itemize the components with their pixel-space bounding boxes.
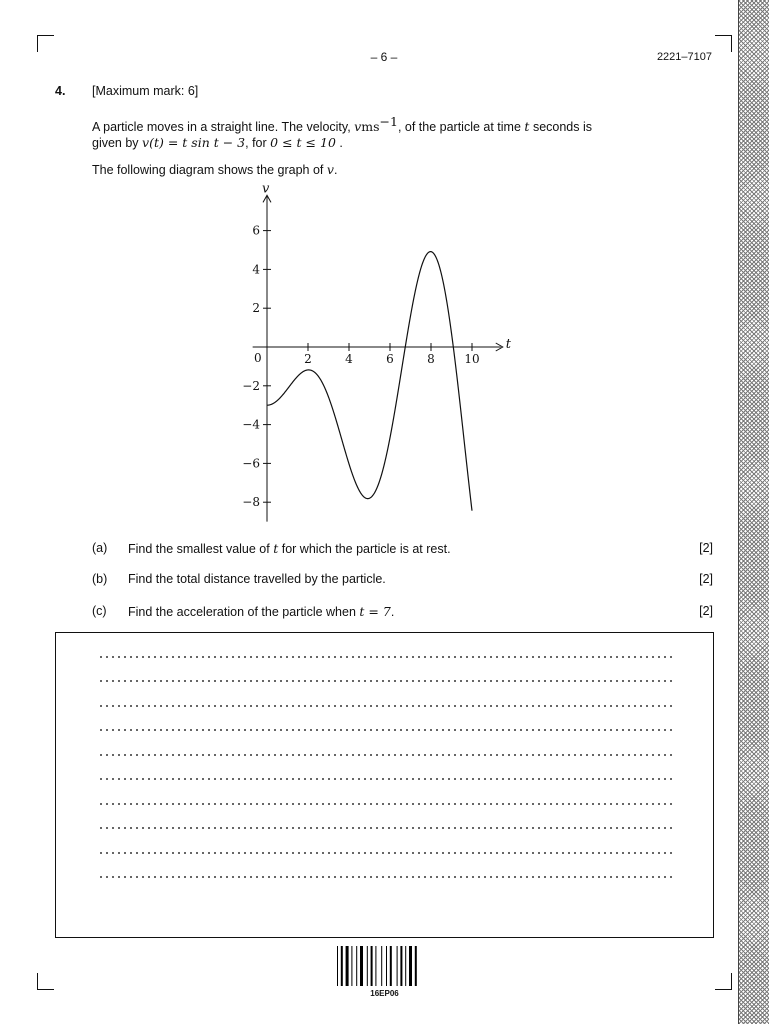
y-tick-label: 2 [252, 301, 260, 316]
paper-code: 2221–7107 [656, 51, 712, 63]
x-tick-label: 8 [427, 352, 435, 366]
part-a [92, 541, 713, 557]
barcode-bar [381, 946, 382, 986]
barcode-bar [375, 946, 376, 986]
diagram-intro [92, 162, 692, 178]
x-axis-label: t [505, 337, 511, 352]
answer-line[interactable] [98, 778, 676, 780]
barcode-bar [371, 946, 373, 986]
y-tick-label: 6 [252, 223, 260, 238]
part-b-label: (b) [92, 572, 108, 586]
maximum-mark: [Maximum mark: 6] [92, 84, 199, 98]
barcode-bar [397, 946, 398, 986]
part-b [92, 572, 713, 588]
y-tick-label: 4 [252, 262, 260, 277]
unit-exponent: −1 [379, 114, 398, 129]
part-c [92, 604, 713, 620]
answer-line[interactable] [98, 876, 676, 878]
y-tick-label: −4 [242, 417, 260, 432]
x-tick-label: 10 [464, 352, 480, 366]
part-c-text [128, 604, 394, 619]
answer-line[interactable] [98, 680, 676, 682]
velocity-curve [267, 252, 472, 511]
page-number: – 6 – [370, 50, 398, 64]
y-tick-label: −8 [242, 495, 260, 510]
answer-line[interactable] [98, 656, 676, 658]
origin-label: 0 [254, 351, 262, 365]
part-a-label: (a) [92, 541, 108, 555]
domain-prefix: , for [245, 136, 267, 151]
intro-text-2: , of the particle at time [397, 120, 521, 135]
question-number: 4. [55, 84, 66, 98]
barcode-bar [367, 946, 368, 986]
part-c-text-2: . [390, 605, 395, 619]
question-intro [92, 114, 692, 151]
y-axis-label: v [262, 181, 270, 197]
given-by-text: given by [92, 136, 139, 151]
crop-mark-bottom-right [715, 973, 732, 990]
part-c-marks: [2] [699, 604, 713, 618]
unit-base: ms [361, 119, 380, 135]
x-tick-label: 6 [386, 352, 394, 366]
diagram-intro-text: The following diagram shows the graph of [92, 163, 324, 177]
barcode-bar [405, 946, 406, 986]
part-a-marks: [2] [699, 541, 713, 555]
barcode-bar [346, 946, 349, 986]
part-c-label: (c) [92, 604, 107, 618]
barcode-bar [337, 946, 338, 986]
barcode-bar [386, 946, 387, 986]
y-tick-label: −2 [242, 378, 260, 393]
barcode-bar [400, 946, 402, 986]
velocity-graph [220, 181, 520, 525]
time-symbol: t [524, 119, 530, 135]
part-a-variable: t [273, 541, 279, 556]
answer-line[interactable] [98, 827, 676, 829]
barcode [337, 946, 432, 986]
part-a-text [128, 541, 451, 556]
barcode-label: 16EP06 [370, 989, 399, 998]
answer-box[interactable] [55, 632, 714, 938]
function-expression: v(t) = t sin t − 3 [142, 135, 246, 151]
barcode-bar [341, 946, 343, 986]
domain-expression: 0 ≤ t ≤ 10 [270, 135, 336, 151]
barcode-bar [356, 946, 357, 986]
diagram-intro-end: . [333, 163, 338, 177]
velocity-symbol: v [354, 119, 362, 135]
barcode-bar [409, 946, 412, 986]
barcode-bar [360, 946, 363, 986]
intro-text-3: seconds is [532, 120, 592, 135]
part-b-text: Find the total distance travelled by the particle. [128, 572, 386, 586]
crop-mark-bottom-left [37, 973, 54, 990]
domain-suffix: . [339, 136, 343, 151]
answer-line[interactable] [98, 729, 676, 731]
barcode-bar [415, 946, 417, 986]
part-a-text-2: for which the particle is at rest. [281, 542, 451, 556]
answer-line[interactable] [98, 852, 676, 854]
part-b-marks: [2] [699, 572, 713, 586]
diagram-variable: v [326, 162, 334, 177]
intro-text-1: A particle moves in a straight line. The velocity, [92, 120, 351, 135]
x-tick-label: 2 [304, 352, 312, 366]
y-tick-label: −6 [242, 456, 260, 471]
barcode-bar [351, 946, 352, 986]
barcode-bar [390, 946, 392, 986]
answer-line[interactable] [98, 754, 676, 756]
part-c-expression: t = 7 [359, 604, 391, 619]
part-c-text-1: Find the acceleration of the particle when [128, 605, 356, 619]
answer-line[interactable] [98, 803, 676, 805]
x-tick-label: 4 [345, 352, 353, 366]
answer-line[interactable] [98, 705, 676, 707]
part-a-text-1: Find the smallest value of [128, 542, 270, 556]
binding-margin-hatch [738, 0, 769, 1024]
